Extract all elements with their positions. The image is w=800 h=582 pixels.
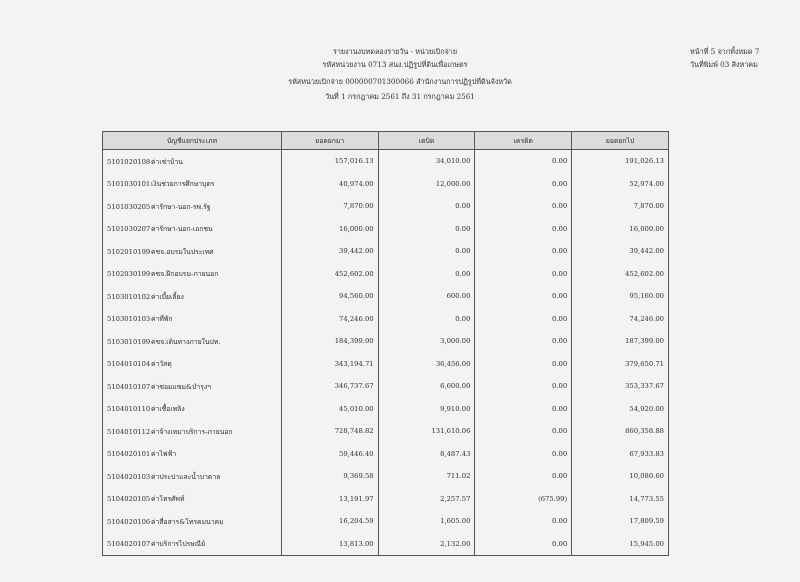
brought-forward-cell: 45,010.00 xyxy=(281,398,378,421)
carried-forward-cell: 17,809.59 xyxy=(572,510,669,533)
column-header-carried-forward: ยอดยกไป xyxy=(572,132,669,150)
account-name: ค่าเชื้อเพลิง xyxy=(151,405,185,414)
account-name: คชจ.อบรมในประเทศ xyxy=(151,247,214,256)
brought-forward-cell: 157,016.13 xyxy=(281,150,378,173)
carried-forward-cell: 7,870.00 xyxy=(572,195,669,218)
debit-cell: 0.00 xyxy=(378,263,475,286)
table-row xyxy=(103,465,669,488)
print-date: วันที่พิมพ์ 03 สิงหาคม xyxy=(690,60,758,69)
account-cell xyxy=(103,488,282,511)
credit-cell: 0.00 xyxy=(475,533,572,556)
account-name: ค่าวัสดุ xyxy=(151,360,172,369)
account-code: 5104010110 xyxy=(107,405,151,414)
page-number: หน้าที่ 5 จากทั้งหมด 7 xyxy=(690,47,760,56)
account-name: ค่าไฟฟ้า xyxy=(151,450,177,459)
account-code: 5104020107 xyxy=(107,540,151,549)
account-code: 5101030207 xyxy=(107,225,151,234)
credit-cell: 0.00 xyxy=(475,330,572,353)
account-cell xyxy=(103,420,282,443)
credit-cell: 0.00 xyxy=(475,285,572,308)
account-code: 5102030199 xyxy=(107,270,151,279)
debit-cell: 36,456.00 xyxy=(378,353,475,376)
account-cell xyxy=(103,398,282,421)
debit-cell: 0.00 xyxy=(378,240,475,263)
account-code: 5104020101 xyxy=(107,450,151,459)
account-name: ค่าที่พัก xyxy=(151,315,173,324)
table-row xyxy=(103,263,669,286)
debit-cell: 600.00 xyxy=(378,285,475,308)
account-name: ค่าจ้างเหมาบริการ-ภายนอก xyxy=(151,427,233,436)
account-code: 5103010103 xyxy=(107,315,151,324)
account-cell xyxy=(103,330,282,353)
account-code: 5104020105 xyxy=(107,495,151,504)
credit-cell: 0.00 xyxy=(475,195,572,218)
trial-balance-table xyxy=(102,131,669,556)
debit-cell: 3,000.00 xyxy=(378,330,475,353)
account-code: 5104020103 xyxy=(107,472,151,481)
carried-forward-cell: 14,773.55 xyxy=(572,488,669,511)
disbursing-unit-code: รหัสหน่วยเบิกจ่าย 000000701300066 สำนักงานการปฏิรูปที่ดินจังหวัด xyxy=(288,77,512,86)
account-code: 5101030205 xyxy=(107,202,151,211)
table-row xyxy=(103,353,669,376)
column-header-account: บัญชีแยกประเภท xyxy=(103,132,282,150)
debit-cell: 34,010.00 xyxy=(378,150,475,173)
brought-forward-cell: 39,442.00 xyxy=(281,240,378,263)
brought-forward-cell: 74,246.00 xyxy=(281,308,378,331)
carried-forward-cell: 10,080.60 xyxy=(572,465,669,488)
table-row xyxy=(103,285,669,308)
debit-cell: 1,605.00 xyxy=(378,510,475,533)
column-header-debit: เดบิต xyxy=(378,132,475,150)
account-name: ค่าสื่อสาร&โทรคมนาคม xyxy=(151,517,224,526)
credit-cell: 0.00 xyxy=(475,443,572,466)
table-row xyxy=(103,240,669,263)
credit-cell: (675.99) xyxy=(475,488,572,511)
carried-forward-cell: 187,399.00 xyxy=(572,330,669,353)
brought-forward-cell: 40,974.00 xyxy=(281,173,378,196)
debit-cell: 0.00 xyxy=(378,218,475,241)
account-cell xyxy=(103,510,282,533)
account-cell xyxy=(103,533,282,556)
brought-forward-cell: 13,191.97 xyxy=(281,488,378,511)
debit-cell: 9,910.00 xyxy=(378,398,475,421)
account-code: 5101020108 xyxy=(107,157,151,166)
brought-forward-cell: 343,194.71 xyxy=(281,353,378,376)
carried-forward-cell: 452,602.00 xyxy=(572,263,669,286)
brought-forward-cell: 728,748.82 xyxy=(281,420,378,443)
account-cell xyxy=(103,443,282,466)
carried-forward-cell: 95,160.00 xyxy=(572,285,669,308)
account-cell xyxy=(103,353,282,376)
column-header-brought-forward: ยอดยกมา xyxy=(281,132,378,150)
table-row xyxy=(103,510,669,533)
credit-cell: 0.00 xyxy=(475,398,572,421)
brought-forward-cell: 9,369.58 xyxy=(281,465,378,488)
credit-cell: 0.00 xyxy=(475,353,572,376)
table-row xyxy=(103,195,669,218)
table-row xyxy=(103,218,669,241)
carried-forward-cell: 379,650.71 xyxy=(572,353,669,376)
carried-forward-cell: 191,026.13 xyxy=(572,150,669,173)
column-header-credit: เครดิต xyxy=(475,132,572,150)
table-row xyxy=(103,150,669,173)
table-row xyxy=(103,308,669,331)
carried-forward-cell: 860,358.88 xyxy=(572,420,669,443)
account-name: ค่าบริการไปรษณีย์ xyxy=(151,540,206,549)
carried-forward-cell: 74,246.00 xyxy=(572,308,669,331)
account-code: 5104020106 xyxy=(107,517,151,526)
carried-forward-cell: 353,337.67 xyxy=(572,375,669,398)
brought-forward-cell: 184,399.00 xyxy=(281,330,378,353)
account-cell xyxy=(103,240,282,263)
account-cell xyxy=(103,195,282,218)
brought-forward-cell: 7,870.00 xyxy=(281,195,378,218)
carried-forward-cell: 39,442.00 xyxy=(572,240,669,263)
table-row xyxy=(103,375,669,398)
account-code: 5101030101 xyxy=(107,180,151,189)
credit-cell: 0.00 xyxy=(475,173,572,196)
debit-cell: 8,487.43 xyxy=(378,443,475,466)
table-row xyxy=(103,398,669,421)
debit-cell: 0.00 xyxy=(378,195,475,218)
account-name: ค่าโทรศัพท์ xyxy=(151,495,185,504)
credit-cell: 0.00 xyxy=(475,375,572,398)
account-code: 5104010107 xyxy=(107,382,151,391)
debit-cell: 0.00 xyxy=(378,308,475,331)
credit-cell: 0.00 xyxy=(475,308,572,331)
table-header-row xyxy=(103,132,669,150)
table-row xyxy=(103,533,669,556)
brought-forward-cell: 94,560.00 xyxy=(281,285,378,308)
account-name: คชจ.ฝึกอบรม-ภายนอก xyxy=(151,270,219,279)
account-cell xyxy=(103,218,282,241)
debit-cell: 131,610.06 xyxy=(378,420,475,443)
brought-forward-cell: 13,813.00 xyxy=(281,533,378,556)
account-name: เงินช่วยการศึกษาบุตร xyxy=(151,180,215,189)
report-title: รายงานงบทดลองรายวัน - หน่วยเบิกจ่าย xyxy=(332,47,458,56)
account-name: ค่าเบี้ยเลี้ยง xyxy=(151,292,184,301)
brought-forward-cell: 346,737.67 xyxy=(281,375,378,398)
account-cell xyxy=(103,308,282,331)
account-code: 5104010112 xyxy=(107,427,151,436)
debit-cell: 12,000.00 xyxy=(378,173,475,196)
account-code: 5102010199 xyxy=(107,247,151,256)
account-name: ค่าซ่อมแซม&บำรุงฯ xyxy=(151,382,211,391)
account-cell xyxy=(103,285,282,308)
carried-forward-cell: 54,920.00 xyxy=(572,398,669,421)
carried-forward-cell: 67,933.83 xyxy=(572,443,669,466)
brought-forward-cell: 59,446.40 xyxy=(281,443,378,466)
carried-forward-cell: 16,000.00 xyxy=(572,218,669,241)
account-cell xyxy=(103,150,282,173)
brought-forward-cell: 16,204.59 xyxy=(281,510,378,533)
account-name: ค่ารักษา-นอก-รพ.รัฐ xyxy=(151,202,211,211)
credit-cell: 0.00 xyxy=(475,465,572,488)
credit-cell: 0.00 xyxy=(475,510,572,533)
account-name: คชจ.เดินทางภายในปท. xyxy=(151,337,221,346)
table-row xyxy=(103,488,669,511)
account-name: ค่าเช่าบ้าน xyxy=(151,157,183,166)
credit-cell: 0.00 xyxy=(475,218,572,241)
debit-cell: 711.02 xyxy=(378,465,475,488)
credit-cell: 0.00 xyxy=(475,420,572,443)
table-row xyxy=(103,443,669,466)
account-cell xyxy=(103,263,282,286)
table-row xyxy=(103,420,669,443)
carried-forward-cell: 52,974.00 xyxy=(572,173,669,196)
carried-forward-cell: 15,945.00 xyxy=(572,533,669,556)
account-cell xyxy=(103,375,282,398)
credit-cell: 0.00 xyxy=(475,240,572,263)
credit-cell: 0.00 xyxy=(475,150,572,173)
account-cell xyxy=(103,173,282,196)
table-row xyxy=(103,330,669,353)
account-code: 5103010102 xyxy=(107,292,151,301)
credit-cell: 0.00 xyxy=(475,263,572,286)
brought-forward-cell: 16,000.00 xyxy=(281,218,378,241)
debit-cell: 2,257.57 xyxy=(378,488,475,511)
account-name: ค่าประปาและน้ำบาดาล xyxy=(151,472,221,481)
agency-code: รหัสหน่วยงาน 0713 สนง.ปฏิรูปที่ดินเพื่อเกษตร xyxy=(322,60,468,69)
table-row xyxy=(103,173,669,196)
debit-cell: 6,600.00 xyxy=(378,375,475,398)
account-cell xyxy=(103,465,282,488)
brought-forward-cell: 452,602.00 xyxy=(281,263,378,286)
debit-cell: 2,132.00 xyxy=(378,533,475,556)
account-code: 5104010104 xyxy=(107,360,151,369)
report-period: วันที่ 1 กรกฎาคม 2561 ถึง 31 กรกฎาคม 2561 xyxy=(325,92,475,101)
account-code: 5103010199 xyxy=(107,337,151,346)
account-name: ค่ารักษา-นอก-เอกชน xyxy=(151,225,213,234)
